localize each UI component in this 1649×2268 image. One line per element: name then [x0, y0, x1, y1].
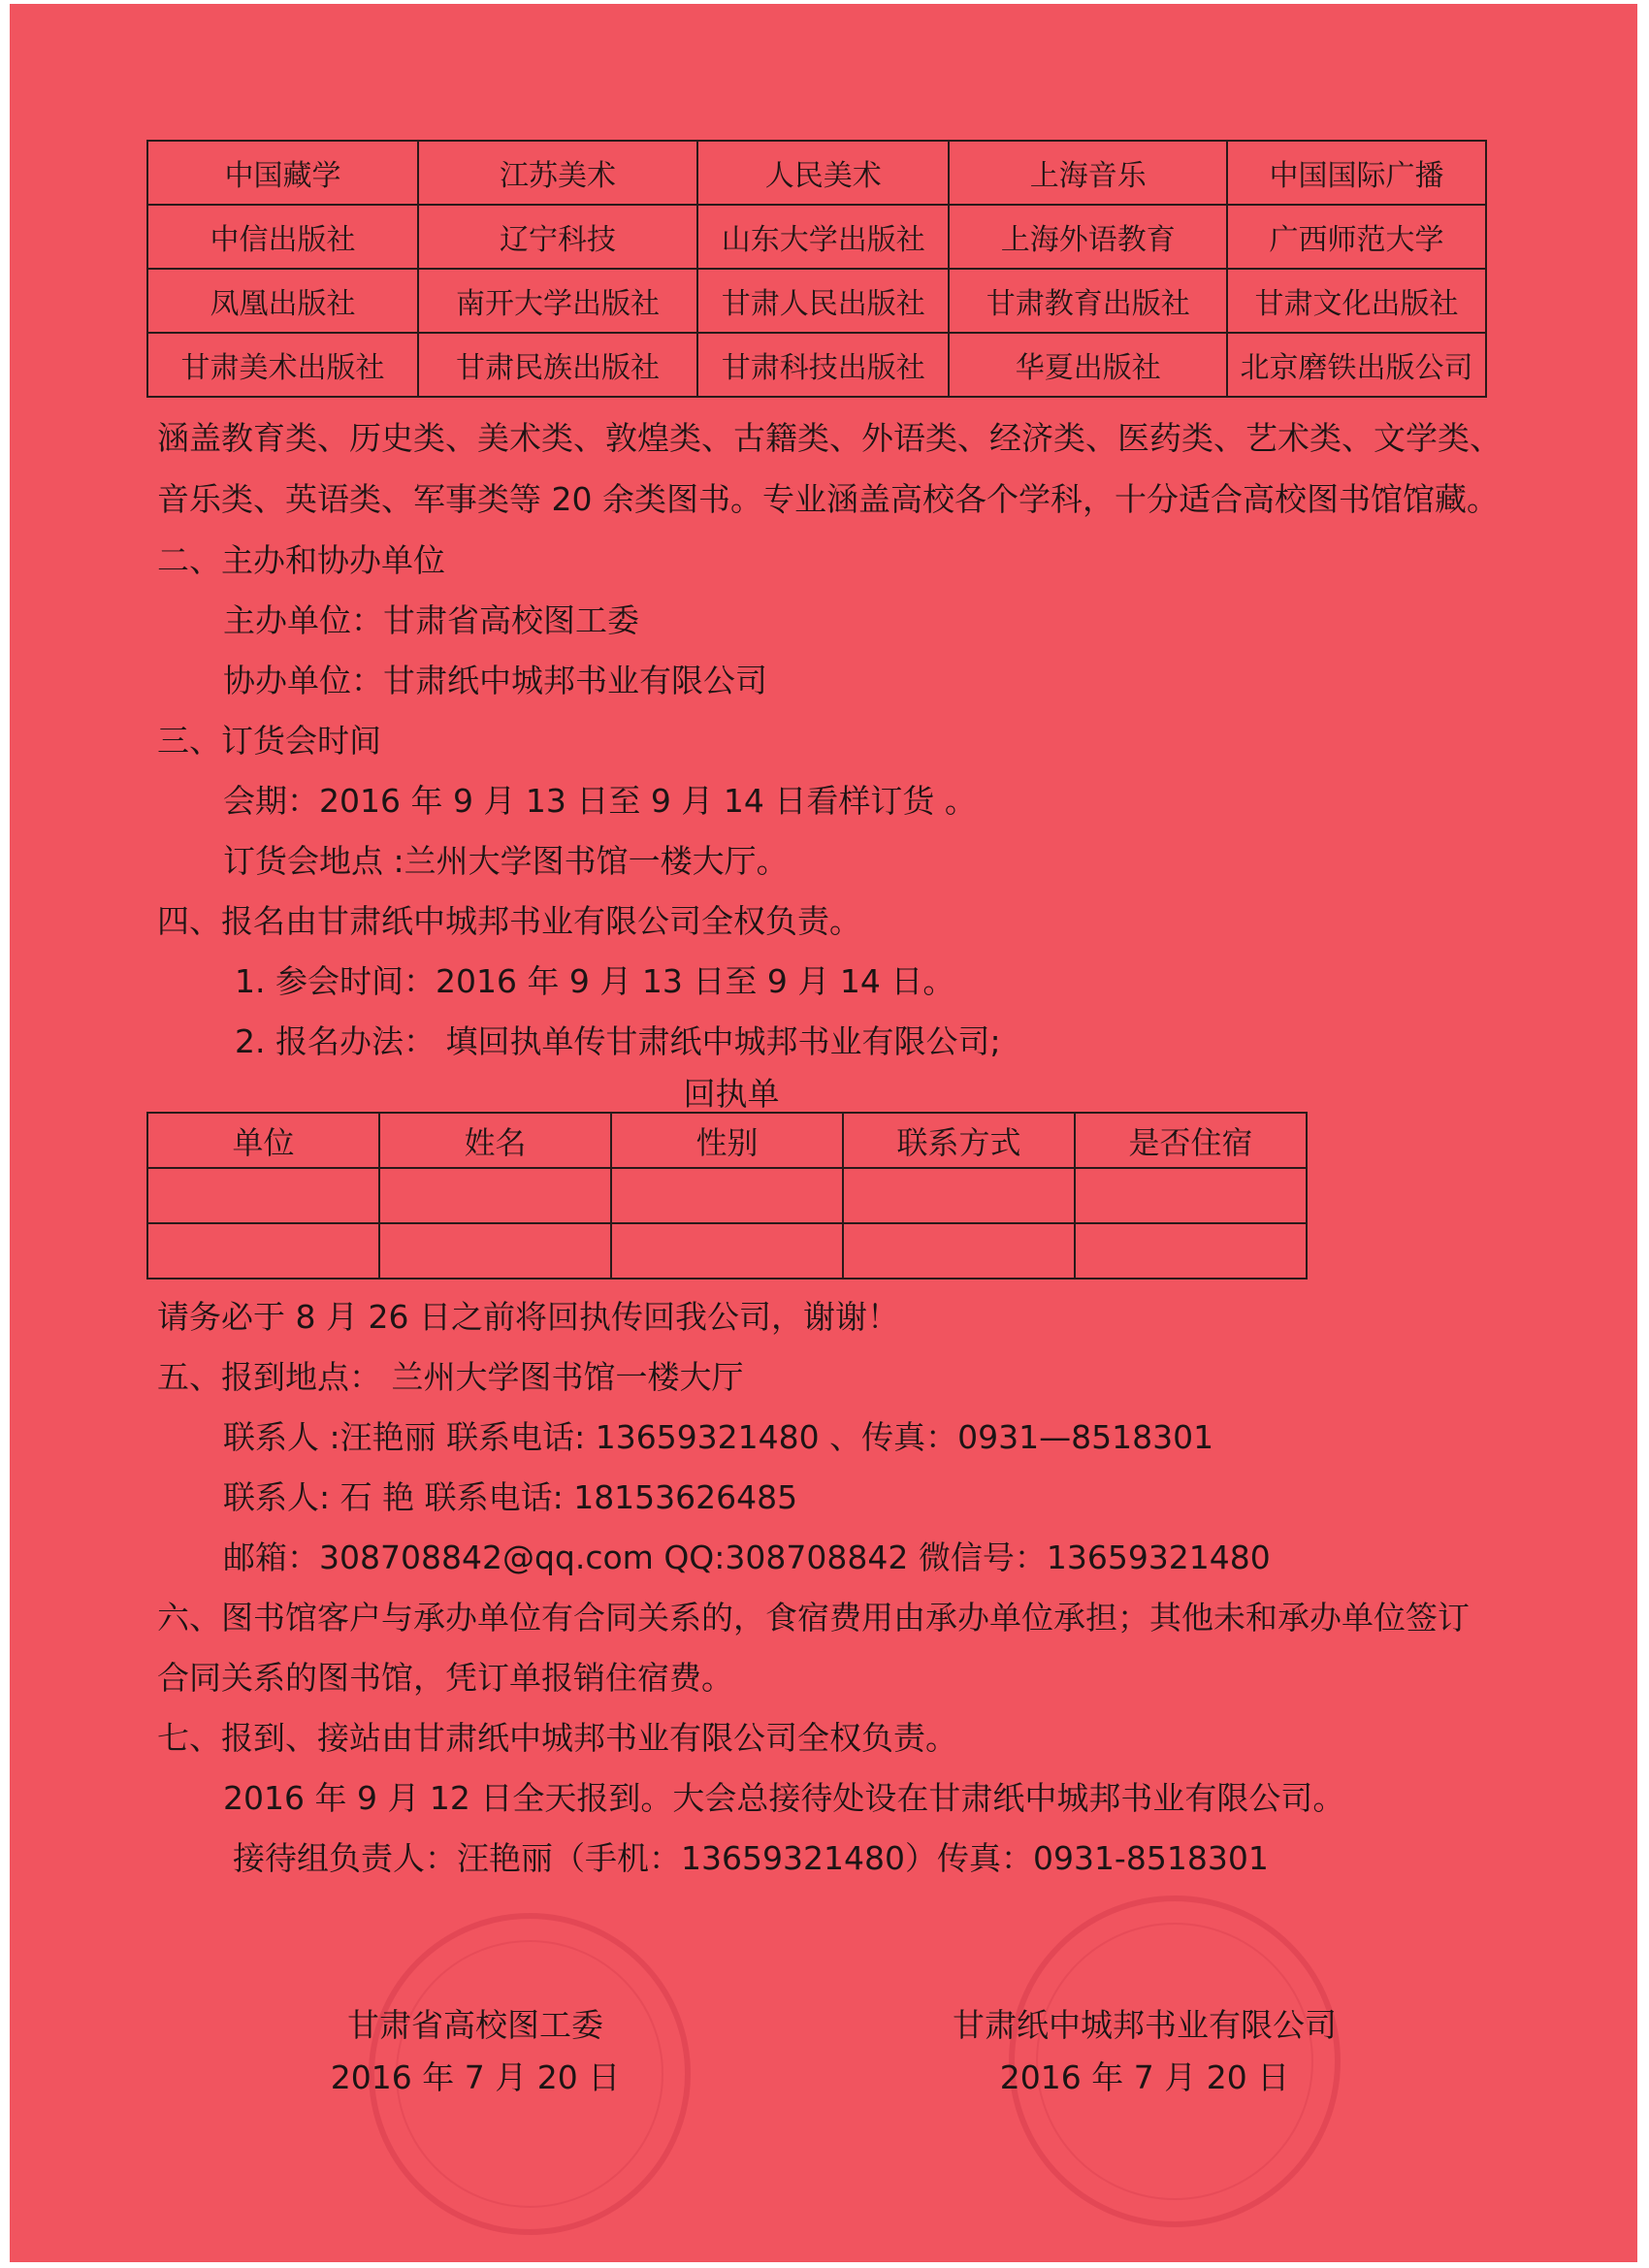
coverage-line-1: 涵盖教育类、历史类、美术类、敦煌类、古籍类、外语类、经济类、医药类、艺术类、文学类、	[157, 419, 1502, 457]
publisher-row	[147, 333, 1486, 397]
signature-right-org: 甘肃纸中城邦书业有限公司	[953, 2006, 1337, 2044]
publisher-row	[147, 205, 1486, 269]
publisher-cell: 南开大学出版社	[418, 269, 697, 333]
publisher-cell: 甘肃科技出版社	[697, 333, 950, 397]
document-page	[10, 4, 1637, 2262]
publisher-cell: 甘肃人民出版社	[697, 269, 950, 333]
contact-1: 联系人 :汪艳丽 联系电话: 13659321480 、传真：0931—8518301	[223, 1418, 1214, 1456]
receipt-cell[interactable]	[1075, 1223, 1307, 1279]
receipt-cell[interactable]	[1075, 1168, 1307, 1223]
publisher-cell: 中国国际广播	[1227, 141, 1486, 205]
signature-left-date: 2016 年 7 月 20 日	[330, 2058, 621, 2096]
publisher-cell: 人民美术	[697, 141, 950, 205]
receipt-cell[interactable]	[843, 1168, 1075, 1223]
publisher-cell: 凤凰出版社	[147, 269, 418, 333]
publisher-cell: 辽宁科技	[418, 205, 697, 269]
receipt-header-contact: 联系方式	[843, 1113, 1075, 1168]
receipt-title: 回执单	[683, 1075, 780, 1113]
publisher-cell: 广西师范大学	[1227, 205, 1486, 269]
registration-item-2: 2. 报名办法： 填回执单传甘肃纸中城邦书业有限公司;	[235, 1022, 1001, 1060]
section-3-heading: 三、订货会时间	[157, 722, 381, 760]
receipt-header-unit: 单位	[147, 1113, 379, 1168]
publisher-cell: 江苏美术	[418, 141, 697, 205]
receipt-deadline-note: 请务必于 8 月 26 日之前将回执传回我公司，谢谢！	[157, 1298, 899, 1336]
section-7-line-1: 2016 年 9 月 12 日全天报到。大会总接待处设在甘肃纸中城邦书业有限公司。	[223, 1779, 1345, 1817]
section-7-heading: 七、报到、接站由甘肃纸中城邦书业有限公司全权负责。	[157, 1719, 957, 1757]
section-2-heading: 二、主办和协办单位	[157, 541, 445, 579]
host-organizer: 主办单位：甘肃省高校图工委	[223, 601, 639, 639]
receipt-header-row	[147, 1113, 1307, 1168]
publisher-row	[147, 141, 1486, 205]
section-6-line-2: 合同关系的图书馆，凭订单报销住宿费。	[157, 1659, 733, 1697]
receipt-cell[interactable]	[379, 1168, 611, 1223]
receipt-cell[interactable]	[379, 1223, 611, 1279]
signature-left-org: 甘肃省高校图工委	[347, 2006, 603, 2044]
fair-dates: 会期：2016 年 9 月 13 日至 9 月 14 日看样订货 。	[223, 782, 977, 820]
receipt-cell[interactable]	[147, 1223, 379, 1279]
co-organizer: 协办单位：甘肃纸中城邦书业有限公司	[223, 662, 767, 699]
receipt-blank-row	[147, 1223, 1307, 1279]
receipt-header-name: 姓名	[379, 1113, 611, 1168]
receipt-cell[interactable]	[147, 1168, 379, 1223]
publisher-cell: 山东大学出版社	[697, 205, 950, 269]
publisher-cell: 甘肃美术出版社	[147, 333, 418, 397]
receipt-cell[interactable]	[611, 1168, 843, 1223]
receipt-blank-row	[147, 1168, 1307, 1223]
fair-venue: 订货会地点 :兰州大学图书馆一楼大厅。	[223, 842, 789, 880]
receipt-cell[interactable]	[843, 1223, 1075, 1279]
publisher-table	[146, 140, 1487, 398]
publisher-row	[147, 269, 1486, 333]
publisher-cell: 中国藏学	[147, 141, 418, 205]
publisher-cell: 上海音乐	[949, 141, 1227, 205]
contact-2: 联系人: 石 艳 联系电话: 18153626485	[223, 1478, 798, 1516]
publisher-cell: 华夏出版社	[949, 333, 1227, 397]
receipt-table	[146, 1112, 1308, 1280]
receipt-cell[interactable]	[611, 1223, 843, 1279]
section-7-line-2: 接待组负责人：汪艳丽（手机：13659321480）传真：0931-8518301	[233, 1839, 1269, 1877]
signature-right-date: 2016 年 7 月 20 日	[999, 2058, 1290, 2096]
coverage-line-2: 音乐类、英语类、军事类等 20 余类图书。专业涵盖高校各个学科，十分适合高校图书馆馆藏。	[157, 480, 1499, 518]
registration-item-1: 1. 参会时间：2016 年 9 月 13 日至 9 月 14 日。	[235, 962, 955, 1000]
receipt-header-gender: 性别	[611, 1113, 843, 1168]
section-5-heading: 五、报到地点： 兰州大学图书馆一楼大厅	[157, 1358, 744, 1396]
publisher-cell: 中信出版社	[147, 205, 418, 269]
publisher-cell: 甘肃教育出版社	[949, 269, 1227, 333]
section-4-heading: 四、报名由甘肃纸中城邦书业有限公司全权负责。	[157, 902, 861, 940]
publisher-cell: 甘肃文化出版社	[1227, 269, 1486, 333]
publisher-cell: 北京磨铁出版公司	[1227, 333, 1486, 397]
contact-3: 邮箱：308708842@qq.com QQ:308708842 微信号：13659321480	[223, 1539, 1271, 1576]
publisher-cell: 上海外语教育	[949, 205, 1227, 269]
section-6-line-1: 六、图书馆客户与承办单位有合同关系的，食宿费用由承办单位承担；其他未和承办单位签订	[157, 1599, 1470, 1636]
publisher-cell: 甘肃民族出版社	[418, 333, 697, 397]
receipt-header-lodging: 是否住宿	[1075, 1113, 1307, 1168]
